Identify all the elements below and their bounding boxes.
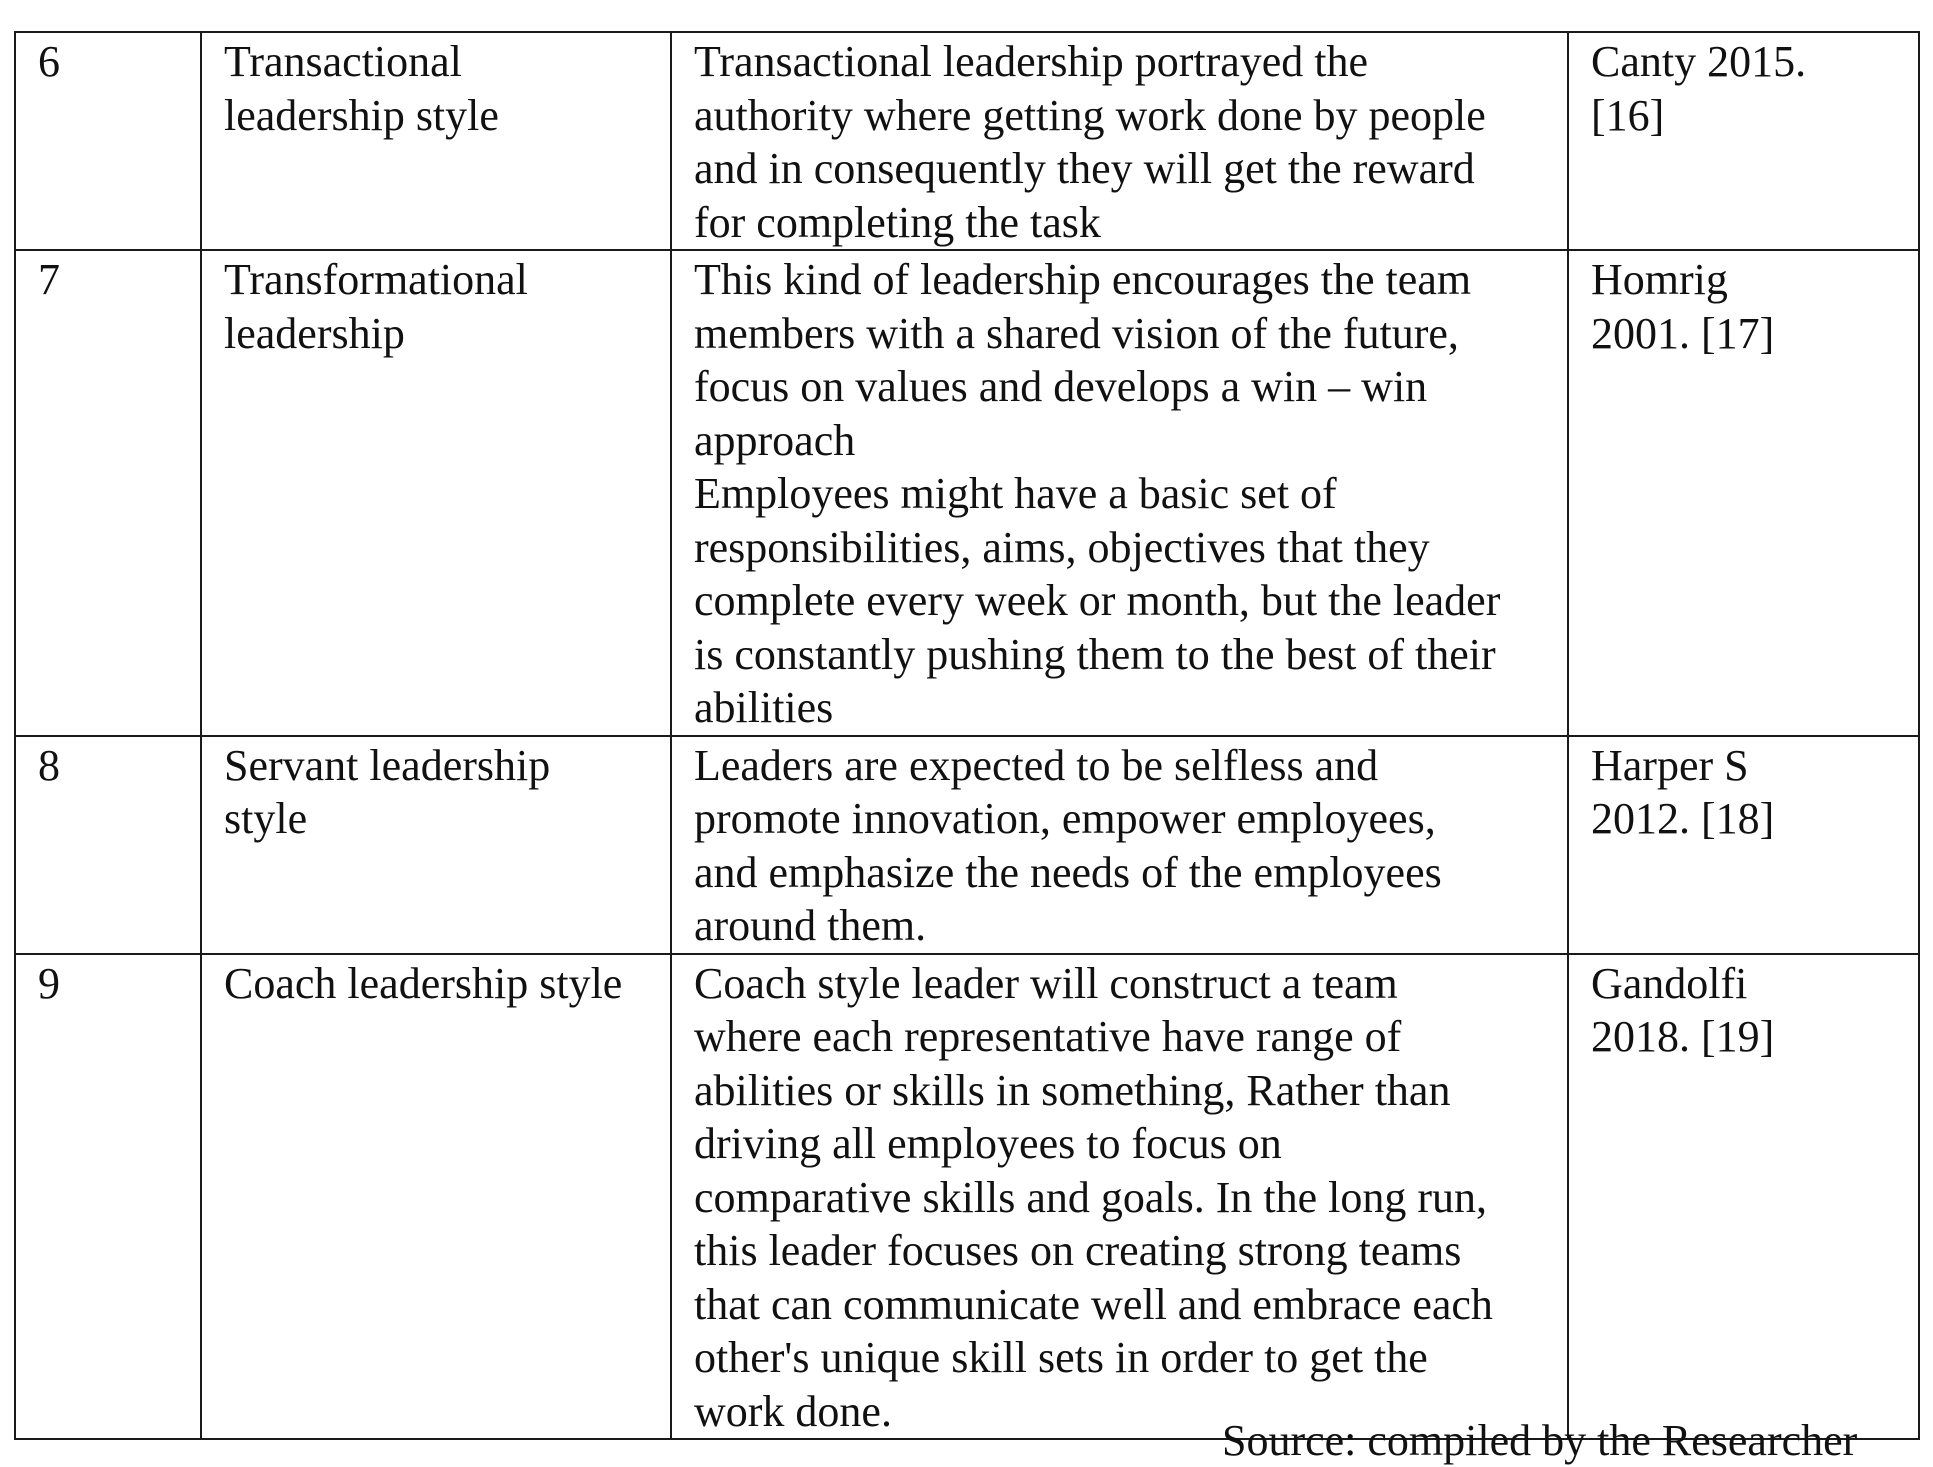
leadership-style-name: Transformational leadership <box>201 250 671 736</box>
leadership-style-source: Harper S 2012. [18] <box>1568 736 1919 954</box>
leadership-style-description: Transactional leadership portrayed the authority where getting work done by people and in consequently they will get the reward for completing the task <box>671 32 1568 250</box>
leadership-style-description: Leaders are expected to be selfless and promote innovation, empower employees, and emphasize the needs of the employees around them. <box>671 736 1568 954</box>
leadership-style-description: This kind of leadership encourages the team members with a shared vision of the future, focus on values and develops a win – win approach Employees might have a basic set of responsibilities, aims, objectives that they complete every week or month, but the leader is constantly pushing them to the best of their abilities <box>671 250 1568 736</box>
row-number: 7 <box>15 250 201 736</box>
leadership-style-name: Servant leadership style <box>201 736 671 954</box>
row-number: 6 <box>15 32 201 250</box>
leadership-style-source: Gandolfi 2018. [19] <box>1568 954 1919 1440</box>
source-note: Source: compiled by the Researcher <box>1222 1416 1858 1465</box>
leadership-style-name: Transactional leadership style <box>201 32 671 250</box>
row-number: 8 <box>15 736 201 954</box>
table-row <box>15 250 1919 736</box>
leadership-style-name: Coach leadership style <box>201 954 671 1440</box>
row-number: 9 <box>15 954 201 1440</box>
leadership-style-description: Coach style leader will construct a team where each representative have range of abilities or skills in something, Rather than driving all employees to focus on comparative skills and goals. In the long run, this leader focuses on creating strong teams that can communicate well and embrace each other's unique skill sets in order to get the work done. <box>671 954 1568 1440</box>
leadership-styles-table <box>14 31 1920 1440</box>
table-row <box>15 736 1919 954</box>
table-row <box>15 954 1919 1440</box>
leadership-style-source: Canty 2015. [16] <box>1568 32 1919 250</box>
leadership-style-source: Homrig 2001. [17] <box>1568 250 1919 736</box>
table-row <box>15 32 1919 250</box>
